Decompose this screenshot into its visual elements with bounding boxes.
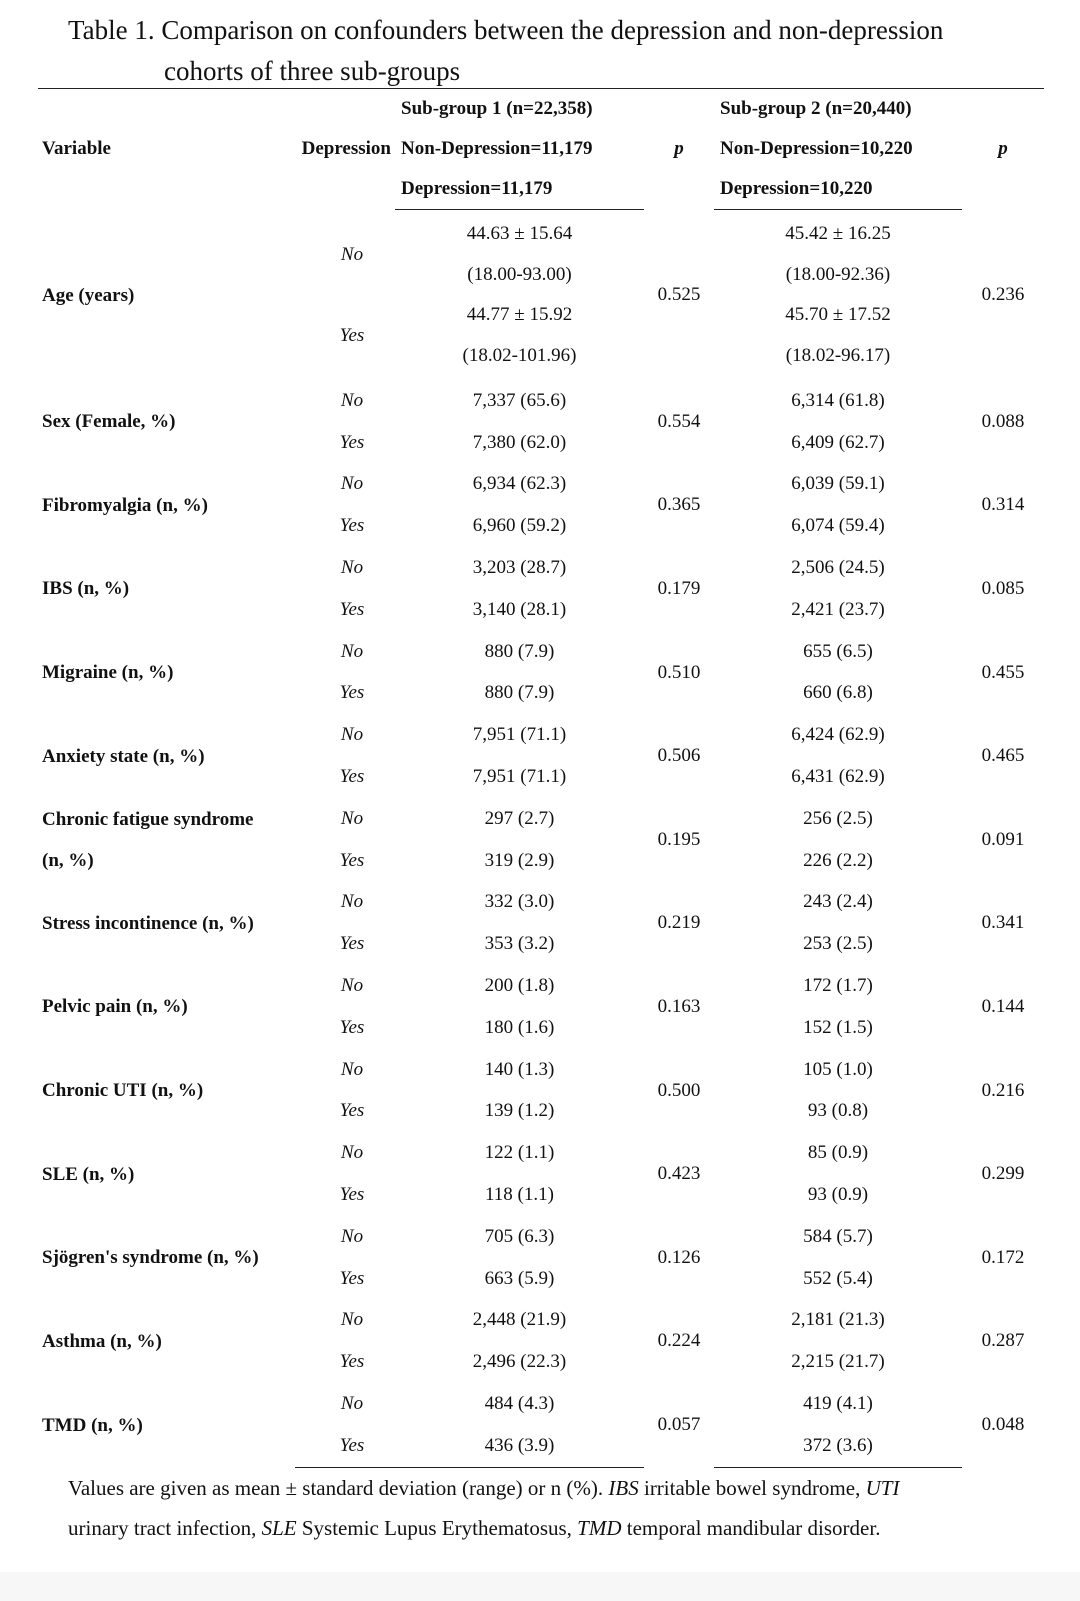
cell-value: 297 (2.7) bbox=[484, 807, 555, 829]
depression-no: No bbox=[340, 1309, 364, 1331]
depression-no: No bbox=[340, 724, 364, 746]
footnote-text: irritable bowel syndrome, bbox=[638, 1476, 866, 1500]
cell-value: 7,380 (62.0) bbox=[472, 431, 567, 453]
p-value: 0.088 bbox=[981, 410, 1025, 432]
cell-value: 118 (1.1) bbox=[485, 1184, 554, 1206]
depression-no: No bbox=[340, 389, 364, 411]
depression-yes: Yes bbox=[339, 1100, 365, 1122]
cell-value: 2,506 (24.5) bbox=[791, 557, 885, 579]
table-row bbox=[38, 547, 1044, 589]
header-p1: p bbox=[644, 89, 714, 210]
depression-no: No bbox=[340, 640, 364, 662]
cell-value: 6,934 (62.3) bbox=[472, 473, 567, 495]
cell-value: (18.02-96.17) bbox=[785, 344, 891, 366]
depression-no: No bbox=[340, 557, 364, 579]
p-value: 0.216 bbox=[981, 1079, 1025, 1101]
depression-yes: Yes bbox=[295, 1425, 395, 1467]
p-value: 0.163 bbox=[657, 995, 701, 1017]
depression-no: No bbox=[340, 1225, 364, 1247]
row-label: SLE (n, %) bbox=[42, 1163, 135, 1185]
depression-yes: Yes bbox=[339, 324, 365, 346]
footnote-abbrev: IBS bbox=[608, 1476, 639, 1500]
cell-value: 319 (2.9) bbox=[484, 849, 555, 871]
p-value: 0.048 bbox=[981, 1414, 1025, 1436]
table-row bbox=[38, 965, 1044, 1007]
cell-value: 172 (1.7) bbox=[803, 975, 873, 997]
table-row bbox=[38, 714, 1044, 756]
p-value: 0.465 bbox=[981, 745, 1025, 767]
cell-value: 85 (0.9) bbox=[807, 1142, 869, 1164]
cell-value: 6,960 (59.2) bbox=[472, 515, 567, 537]
row-label: Pelvic pain (n, %) bbox=[42, 996, 188, 1018]
depression-yes: Yes bbox=[339, 1184, 365, 1206]
cell-value: 6,039 (59.1) bbox=[791, 473, 885, 495]
p-value: 0.219 bbox=[657, 912, 701, 934]
depression-yes: Yes bbox=[339, 682, 365, 704]
table-row bbox=[38, 464, 1044, 506]
table-row bbox=[38, 631, 1044, 673]
cell-value: 7,951 (71.1) bbox=[472, 766, 567, 788]
row-label: Age (years) bbox=[42, 284, 135, 306]
header-subgroup2-dep: Depression=10,220 bbox=[714, 169, 962, 210]
table-row bbox=[38, 1383, 1044, 1425]
table-row bbox=[38, 1132, 1044, 1174]
cell-value: 105 (1.0) bbox=[803, 1058, 873, 1080]
footnote-abbrev: TMD bbox=[577, 1516, 622, 1540]
p-value: 0.224 bbox=[657, 1330, 701, 1352]
title-line-2: cohorts of three sub-groups bbox=[164, 56, 461, 86]
footnote-abbrev: UTI bbox=[865, 1476, 900, 1500]
row-label: Sex (Female, %) bbox=[42, 411, 176, 433]
p-value: 0.525 bbox=[657, 284, 701, 305]
header-subgroup1-nondep: Non-Depression=11,179 bbox=[401, 138, 593, 159]
cell-value: 243 (2.4) bbox=[803, 891, 873, 913]
p-value: 0.500 bbox=[657, 1079, 701, 1101]
p-value: 0.341 bbox=[981, 912, 1025, 934]
p-value: 0.126 bbox=[657, 1246, 701, 1268]
cell-value: 256 (2.5) bbox=[803, 807, 873, 829]
cell-value: 3,140 (28.1) bbox=[472, 598, 567, 620]
cell-value: 484 (4.3) bbox=[484, 1393, 555, 1415]
row-label-line-1: Chronic fatigue syndrome bbox=[42, 808, 254, 830]
cell-value: (18.00-93.00) bbox=[467, 263, 572, 285]
depression-no: No bbox=[340, 891, 364, 913]
cell-value: 7,951 (71.1) bbox=[472, 724, 567, 746]
table-row bbox=[38, 214, 1044, 255]
cell-value: 705 (6.3) bbox=[484, 1225, 555, 1247]
cell-value: 419 (4.1) bbox=[803, 1393, 873, 1415]
cell-value: 152 (1.5) bbox=[803, 1016, 873, 1038]
cell-value: 2,181 (21.3) bbox=[791, 1309, 885, 1331]
table-body bbox=[38, 210, 1044, 1468]
p-value: 0.091 bbox=[981, 828, 1025, 850]
cell-value: 6,431 (62.9) bbox=[791, 766, 885, 788]
depression-yes: Yes bbox=[339, 1351, 365, 1373]
p-value: 0.236 bbox=[981, 284, 1025, 305]
cell-value: 660 (6.8) bbox=[803, 682, 873, 704]
table-row bbox=[38, 1216, 1044, 1258]
comparison-table bbox=[38, 88, 1044, 1468]
cell-value: 253 (2.5) bbox=[803, 933, 873, 955]
table-row bbox=[38, 1300, 1044, 1342]
cell-value: 2,421 (23.7) bbox=[791, 598, 885, 620]
depression-yes: Yes bbox=[339, 598, 365, 620]
cell-value: 6,409 (62.7) bbox=[791, 431, 885, 453]
p-value: 0.172 bbox=[981, 1246, 1025, 1268]
footnote-abbrev: SLE bbox=[261, 1516, 297, 1540]
row-label: Migraine (n, %) bbox=[42, 662, 174, 684]
header-subgroup1-dep: Depression=11,179 bbox=[395, 169, 644, 210]
row-label: TMD (n, %) bbox=[42, 1414, 143, 1436]
p-value: 0.506 bbox=[657, 745, 701, 767]
page-bottom-band bbox=[0, 1572, 1080, 1601]
depression-no: No bbox=[340, 807, 364, 829]
cell-value: 353 (3.2) bbox=[484, 933, 555, 955]
cell-value: (18.02-101.96) bbox=[462, 344, 577, 366]
footnote-text: temporal mandibular disorder. bbox=[621, 1516, 881, 1540]
depression-yes: Yes bbox=[339, 1267, 365, 1289]
table-row bbox=[38, 1049, 1044, 1091]
p-value: 0.554 bbox=[657, 410, 701, 432]
p-value: 0.287 bbox=[981, 1330, 1025, 1352]
cell-value: (18.00-92.36) bbox=[785, 263, 891, 285]
cell-value: 200 (1.8) bbox=[484, 975, 555, 997]
depression-no: No bbox=[340, 1142, 364, 1164]
table-title bbox=[68, 10, 1048, 92]
row-label: Chronic UTI (n, %) bbox=[42, 1080, 204, 1102]
cell-value: 226 (2.2) bbox=[803, 849, 873, 871]
p-value: 0.365 bbox=[657, 494, 701, 516]
cell-value: 372 (3.6) bbox=[714, 1425, 962, 1467]
depression-no: No bbox=[340, 243, 364, 265]
cell-value: 44.77 ± 15.92 bbox=[466, 304, 573, 326]
cell-value: 655 (6.5) bbox=[803, 640, 873, 662]
p-value: 0.314 bbox=[981, 494, 1025, 516]
cell-value: 880 (7.9) bbox=[484, 682, 555, 704]
cell-value: 2,215 (21.7) bbox=[791, 1351, 885, 1373]
footnote-text: Values are given as mean ± standard deviation (range) or n (%). bbox=[68, 1476, 609, 1500]
cell-value: 2,448 (21.9) bbox=[472, 1309, 567, 1331]
p-value: 0.057 bbox=[657, 1414, 701, 1436]
cell-value: 93 (0.9) bbox=[807, 1184, 869, 1206]
cell-value: 122 (1.1) bbox=[484, 1142, 555, 1164]
p-value: 0.179 bbox=[657, 577, 701, 599]
p-value: 0.195 bbox=[657, 828, 701, 850]
p-value: 0.085 bbox=[981, 577, 1025, 599]
cell-value: 436 (3.9) bbox=[395, 1425, 644, 1467]
cell-value: 6,314 (61.8) bbox=[791, 389, 885, 411]
cell-value: 44.63 ± 15.64 bbox=[466, 223, 573, 245]
row-label: Sjögren's syndrome (n, %) bbox=[42, 1247, 259, 1269]
footnote-text: urinary tract infection, bbox=[68, 1516, 262, 1540]
row-label-line-2: (n, %) bbox=[42, 849, 94, 871]
row-label: IBS (n, %) bbox=[42, 578, 130, 600]
p-value: 0.423 bbox=[657, 1163, 701, 1185]
depression-no: No bbox=[340, 473, 364, 495]
cell-value: 139 (1.2) bbox=[484, 1100, 555, 1122]
row-label: Stress incontinence (n, %) bbox=[42, 912, 254, 934]
depression-yes: Yes bbox=[339, 515, 365, 537]
depression-yes: Yes bbox=[339, 766, 365, 788]
cell-value: 6,074 (59.4) bbox=[791, 515, 885, 537]
depression-yes: Yes bbox=[339, 933, 365, 955]
table-row bbox=[38, 798, 1044, 840]
cell-value: 7,337 (65.6) bbox=[472, 389, 567, 411]
cell-value: 93 (0.8) bbox=[807, 1100, 869, 1122]
table-header bbox=[38, 89, 1044, 210]
row-label: Asthma (n, %) bbox=[42, 1330, 162, 1352]
footnote-text: Systemic Lupus Erythematosus, bbox=[296, 1516, 578, 1540]
cell-value: 584 (5.7) bbox=[803, 1225, 873, 1247]
row-label: Anxiety state (n, %) bbox=[42, 745, 205, 767]
cell-value: 3,203 (28.7) bbox=[472, 557, 567, 579]
cell-value: 140 (1.3) bbox=[484, 1058, 555, 1080]
header-variable: Variable bbox=[38, 89, 295, 210]
table-footnote bbox=[68, 1468, 1028, 1548]
table-row bbox=[38, 882, 1044, 924]
p-value: 0.144 bbox=[981, 995, 1025, 1017]
p-value: 0.299 bbox=[981, 1163, 1025, 1185]
depression-yes: Yes bbox=[339, 431, 365, 453]
cell-value: 6,424 (62.9) bbox=[791, 724, 885, 746]
cell-value: 332 (3.0) bbox=[484, 891, 555, 913]
header-depression: Depression bbox=[295, 89, 395, 210]
cell-value: 552 (5.4) bbox=[803, 1267, 873, 1289]
header-p2: p bbox=[962, 89, 1044, 210]
cell-value: 180 (1.6) bbox=[484, 1016, 555, 1038]
depression-yes: Yes bbox=[339, 1016, 365, 1038]
depression-no: No bbox=[340, 1393, 364, 1415]
cell-value: 880 (7.9) bbox=[484, 640, 555, 662]
depression-yes: Yes bbox=[339, 849, 365, 871]
cell-value: 45.42 ± 16.25 bbox=[785, 223, 891, 245]
cell-value: 2,496 (22.3) bbox=[472, 1351, 567, 1373]
table-row bbox=[38, 380, 1044, 422]
header-subgroup2-name: Sub-group 2 (n=20,440) bbox=[714, 89, 962, 130]
depression-no: No bbox=[340, 1058, 364, 1080]
header-subgroup1-name: Sub-group 1 (n=22,358) bbox=[395, 89, 644, 130]
depression-no: No bbox=[340, 975, 364, 997]
p-value: 0.510 bbox=[657, 661, 701, 683]
header-subgroup2-nondep: Non-Depression=10,220 bbox=[720, 138, 913, 159]
title-line-1: Table 1. Comparison on confounders between the depression and non-depression bbox=[68, 15, 944, 45]
row-label: Fibromyalgia (n, %) bbox=[42, 494, 208, 516]
p-value: 0.455 bbox=[981, 661, 1025, 683]
row-label bbox=[38, 798, 295, 882]
cell-value: 45.70 ± 17.52 bbox=[785, 304, 891, 326]
cell-value: 663 (5.9) bbox=[484, 1267, 555, 1289]
